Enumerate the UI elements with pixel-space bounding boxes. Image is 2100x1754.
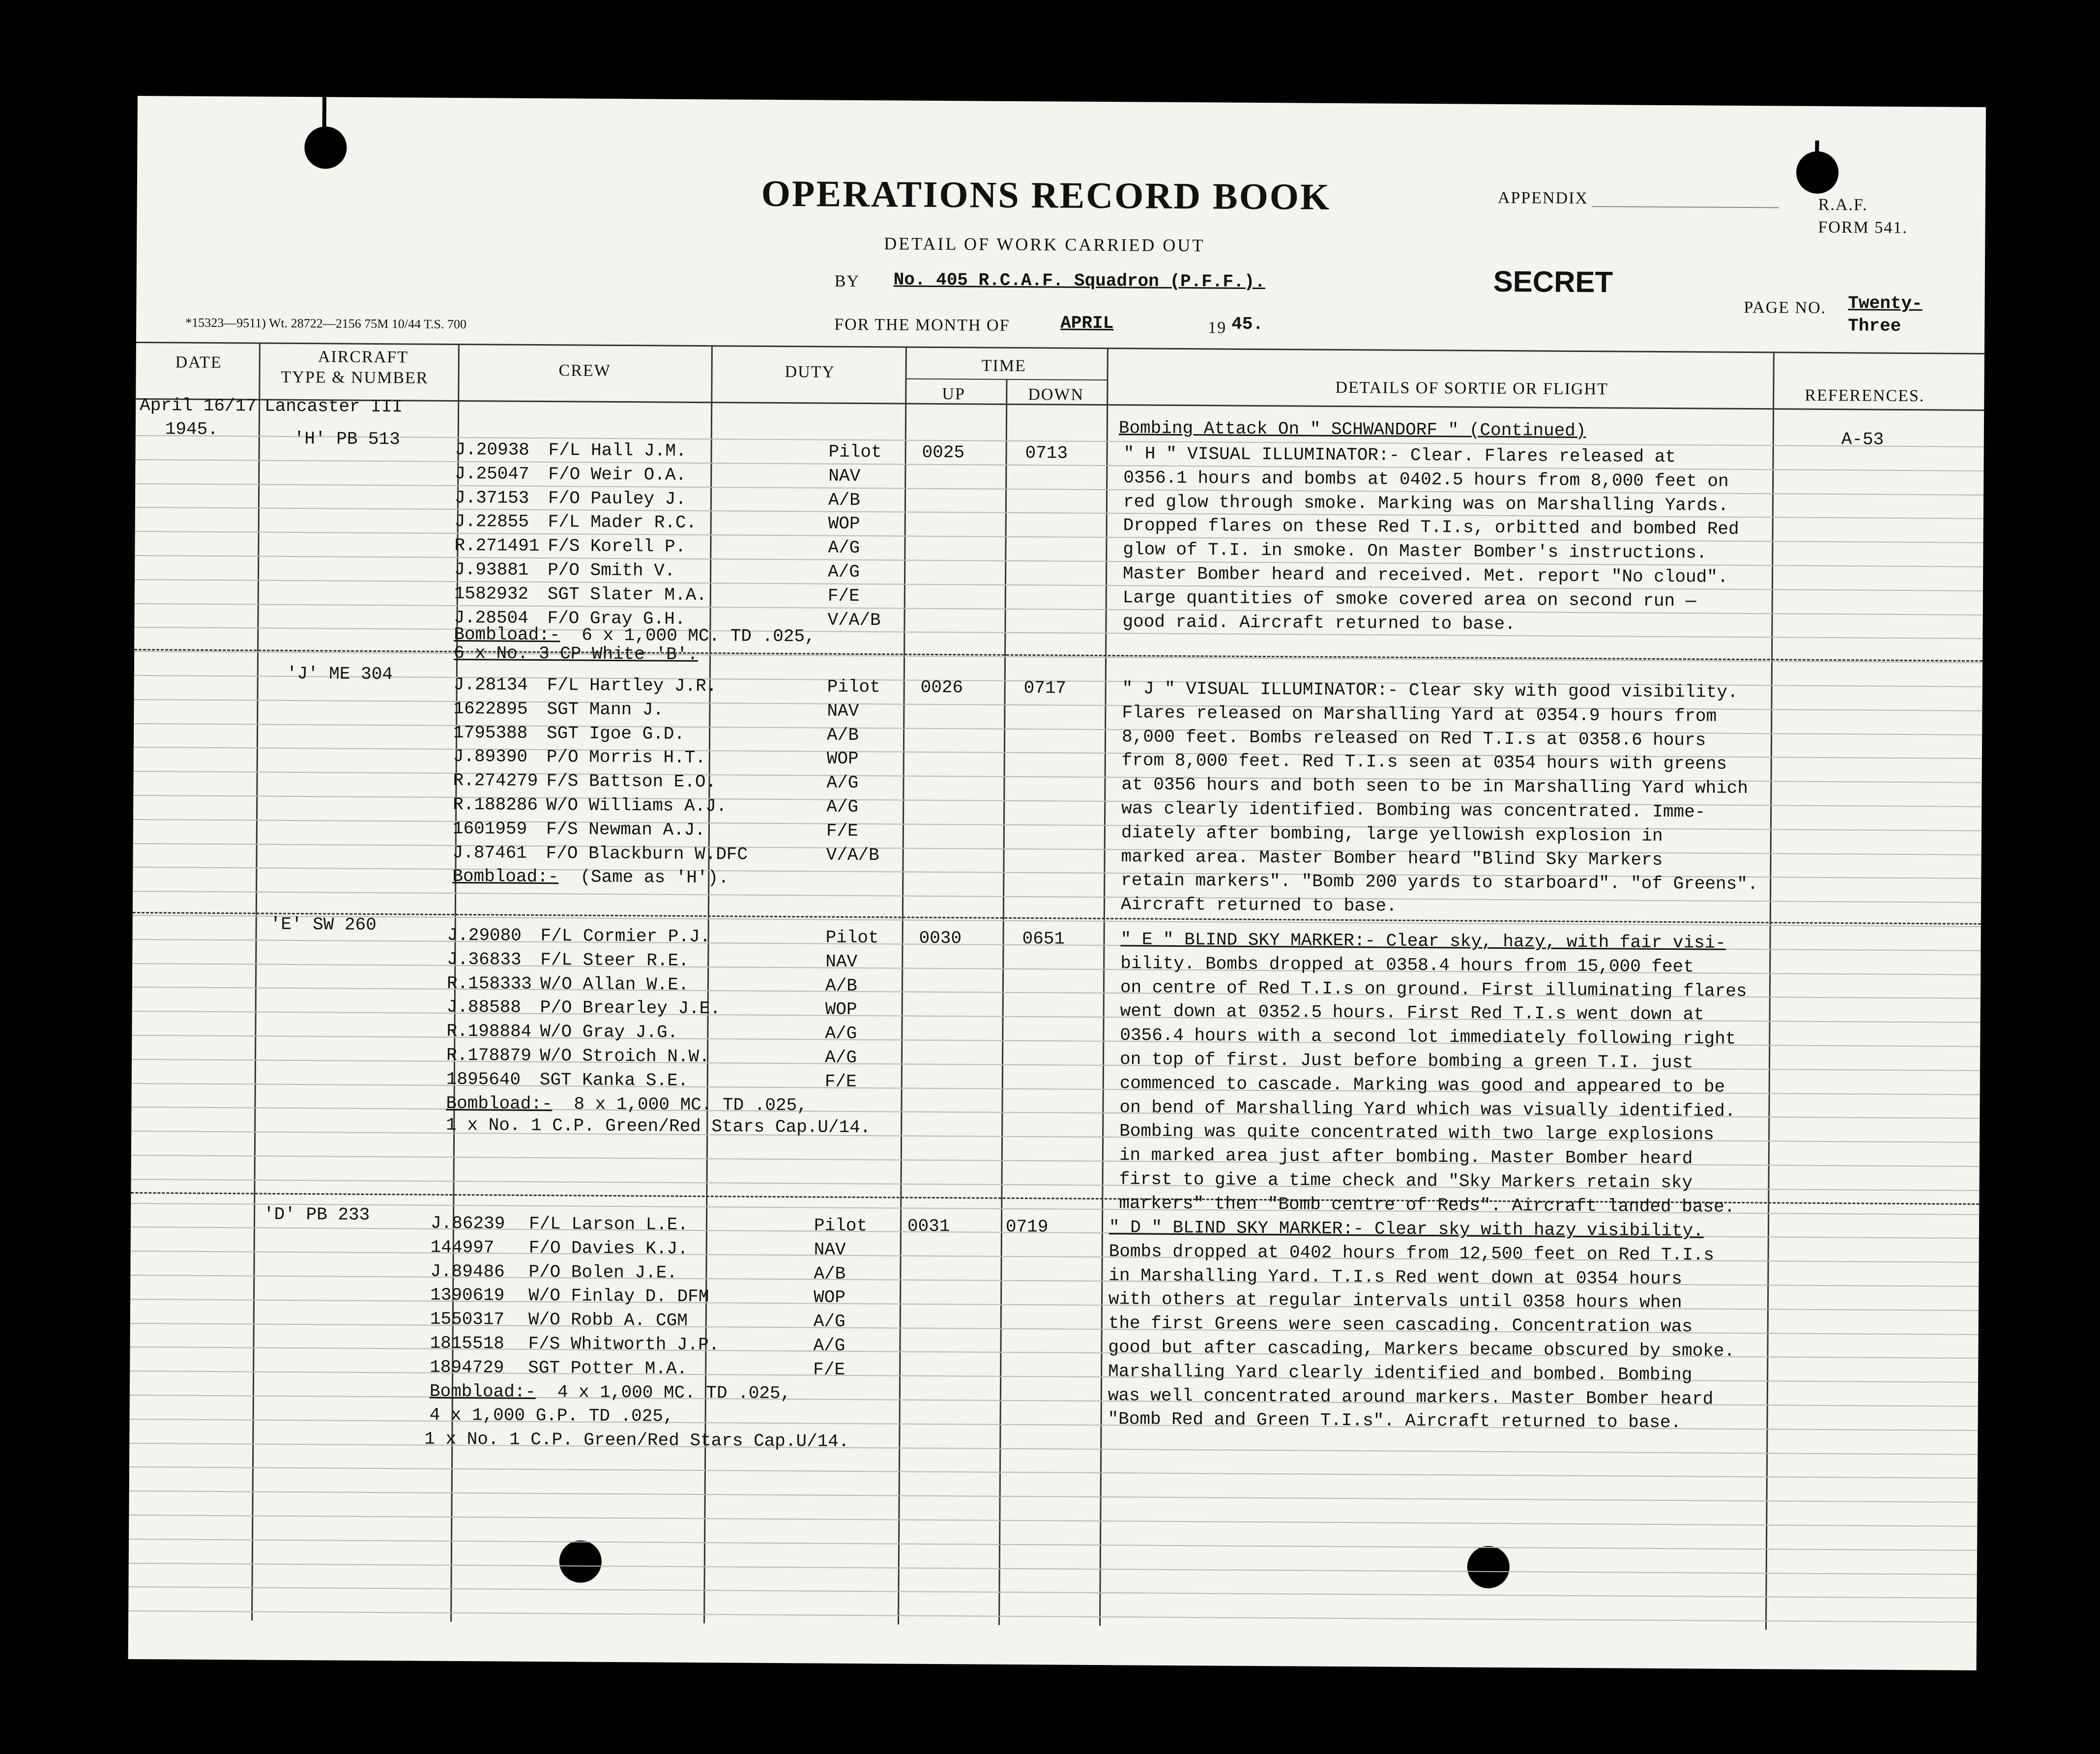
crew-duty: F/E	[813, 1359, 846, 1380]
crew-duty: A/B	[826, 725, 859, 745]
raf-label: R.A.F.	[1818, 195, 1868, 214]
crew-name: SGT Mann J.	[547, 699, 664, 720]
ruled-line	[132, 1059, 1980, 1071]
crew-name: F/S Battson E.O.	[546, 771, 717, 792]
crew-number: R.158333	[446, 973, 532, 994]
crew-name: P/O Bolen J.E.	[528, 1261, 677, 1283]
crew-number: J.29080	[447, 925, 522, 946]
sortie-separator	[134, 649, 1983, 662]
crew-number: J.89390	[453, 746, 528, 767]
details-line: on centre of Red T.I.s on ground. First illuminating flares	[1120, 977, 1747, 1002]
col-rule-1	[251, 343, 261, 1621]
details-line: glow of T.I. in smoke. On Master Bomber's instructions.	[1123, 539, 1707, 563]
page-no-value-1: Twenty-	[1848, 293, 1923, 314]
crew-name: SGT Kanka S.E.	[539, 1070, 689, 1091]
details-line: in marked area just after bombing. Master Bomber heard	[1119, 1145, 1693, 1169]
details-line: " H " VISUAL ILLUMINATOR:- Clear. Flares released at	[1123, 443, 1676, 468]
details-line: " J " VISUAL ILLUMINATOR:- Clear sky with good visibility.	[1122, 678, 1738, 702]
bombload-label: Bombload:-	[429, 1381, 536, 1402]
details-line: first to give a time check and "Sky Markers retain sky	[1119, 1169, 1693, 1193]
col-header-crew: CREW	[558, 361, 611, 380]
by-label: BY	[834, 272, 860, 291]
crew-duty: A/G	[813, 1335, 846, 1356]
crew-name: P/O Brearley J.E.	[540, 997, 721, 1019]
details-line: red glow through smoke. Marking was on Marshalling Yards.	[1123, 492, 1729, 516]
details-line: commenced to cascade. Marking was good and appeared to be	[1119, 1073, 1725, 1097]
crew-number: J.93881	[454, 559, 529, 580]
secret-stamp: SECRET	[1493, 264, 1613, 299]
crew-number: R.274279	[453, 770, 538, 791]
details-line: "Bomb Red and Green T.I.s". Aircraft returned to base.	[1108, 1409, 1682, 1433]
ruled-line	[130, 1371, 1978, 1383]
crew-duty: NAV	[828, 466, 861, 486]
ruled-line	[135, 603, 1983, 615]
ruled-line	[129, 1491, 1978, 1503]
details-line: Bombs dropped at 0402 hours from 12,500 feet on Red T.I.s	[1108, 1241, 1715, 1265]
details-line: Bombing was quite concentrated with two large explosions	[1119, 1121, 1715, 1145]
details-line: was well concentrated around markers. Master Bomber heard	[1108, 1385, 1714, 1409]
crew-name: F/O Davies K.J.	[528, 1237, 688, 1259]
aircraft-number: 'H' PB 513	[293, 428, 400, 450]
ruled-line	[131, 1155, 1980, 1167]
bombload-label: Bombload:-	[452, 866, 559, 887]
ruled-line	[128, 1610, 1977, 1623]
entry-date: April 16/17	[140, 395, 257, 416]
ruled-line	[131, 1179, 1980, 1191]
page-subtitle: DETAIL OF WORK CARRIED OUT	[884, 234, 1205, 256]
details-line: " D " BLIND SKY MARKER:- Clear sky with hazy visibility.	[1108, 1217, 1704, 1241]
time-up: 0031	[907, 1216, 950, 1237]
crew-duty: Pilot	[825, 927, 879, 948]
crew-name: F/L Hall J.M.	[548, 440, 687, 461]
crew-number: 1894729	[430, 1357, 504, 1378]
bombload-line: 6 x No. 3 CP White 'B'.	[453, 643, 699, 665]
crew-name: F/S Whitworth J.P.	[528, 1333, 720, 1355]
crew-name: F/L Cormier P.J.	[540, 926, 711, 947]
crew-name: W/O Stroich N.W.	[539, 1046, 710, 1067]
details-line: good but after cascading, Markers became obscured by smoke.	[1108, 1337, 1735, 1361]
page-title: OPERATIONS RECORD BOOK	[761, 173, 1331, 218]
year-prefix: 19	[1208, 319, 1227, 337]
ruled-line	[129, 1563, 1977, 1575]
crew-number: 1582932	[454, 583, 529, 604]
crew-number: R.198884	[446, 1021, 532, 1042]
ruled-line	[129, 1515, 1977, 1527]
details-line: with others at regular intervals until 0358 hours when	[1108, 1289, 1682, 1313]
bombload-line: 4 x 1,000 MC. TD .025,	[557, 1382, 791, 1404]
crew-number: 1622895	[453, 698, 528, 719]
crew-name: SGT Slater M.A.	[547, 584, 707, 606]
col-rule-7	[1765, 351, 1775, 1630]
details-line: was clearly identified. Bombing was concentrated. Imme-	[1121, 798, 1706, 822]
crew-number: J.25047	[455, 463, 529, 484]
aircraft-number: 'J' ME 304	[286, 663, 393, 685]
crew-number: J.36833	[447, 949, 522, 970]
table-top-rule	[136, 342, 1984, 354]
col-header-details: DETAILS OF SORTIE OR FLIGHT	[1335, 378, 1608, 399]
details-line: at 0356 hours and both seen to be in Marshalling Yard which	[1121, 774, 1749, 799]
crew-duty: F/E	[826, 820, 858, 841]
details-line: marked area. Master Bomber heard "Blind Sky Markers	[1121, 847, 1663, 870]
year-value: 45.	[1231, 314, 1264, 334]
crew-duty: A/G	[828, 537, 860, 558]
col-rule-6	[1099, 348, 1108, 1626]
bombload-line: (Same as 'H').	[580, 867, 729, 888]
crew-name: P/O Morris H.T.	[546, 747, 706, 768]
crew-duty: WOP	[813, 1287, 846, 1308]
crew-number: 1815518	[430, 1333, 504, 1354]
time-up: 0025	[922, 442, 965, 463]
aircraft-number: 'D' PB 233	[263, 1204, 370, 1225]
details-line: retain markers". "Bomb 200 yards to starboard". "of Greens".	[1121, 870, 1758, 895]
details-line: good raid. Aircraft returned to base.	[1122, 612, 1516, 635]
ruled-line	[128, 1586, 1977, 1599]
crew-number: J.22855	[454, 511, 529, 532]
crew-number: J.87461	[452, 842, 527, 863]
time-down: 0719	[1005, 1216, 1049, 1237]
crew-name: F/O Gray G.H.	[547, 608, 686, 629]
appendix-line	[1592, 206, 1779, 208]
ruled-line	[133, 843, 1982, 855]
binder-tag-left	[322, 97, 326, 136]
bombload-line: 4 x 1,000 G.P. TD .025,	[429, 1404, 674, 1427]
col-header-time: TIME	[981, 356, 1026, 376]
crew-name: F/L Steer R.E.	[540, 950, 689, 971]
time-up: 0030	[919, 928, 962, 949]
bombload-line: 1 x No. 1 C.P. Green/Red Stars Cap.U/14.	[424, 1429, 849, 1452]
crew-number: J.89486	[430, 1261, 505, 1282]
crew-number: 1550317	[430, 1309, 505, 1330]
crew-name: F/L Hartley J.R.	[547, 675, 717, 697]
crew-duty: A/G	[826, 796, 859, 817]
page-no-label: PAGE NO.	[1744, 298, 1827, 317]
details-line: went down at 0352.5 hours. First Red T.I.s went down at	[1120, 1001, 1704, 1025]
sortie-separator	[133, 912, 1981, 925]
details-line: Flares released on Marshalling Yard at 0354.9 hours from	[1122, 702, 1717, 727]
ruled-line	[134, 627, 1983, 639]
crew-name: W/O Finlay D. DFM	[528, 1285, 709, 1307]
crew-duty: A/G	[827, 561, 860, 582]
ruled-line	[133, 915, 1981, 927]
form-sheet	[128, 96, 1986, 1670]
details-line: in Marshalling Yard. T.I.s Red went down at 0354 hours	[1108, 1265, 1683, 1289]
page-no-value-2: Three	[1848, 316, 1901, 336]
month-value: APRIL	[1060, 313, 1114, 334]
crew-duty: NAV	[814, 1239, 846, 1260]
details-line: bility. Bombs dropped at 0358.4 hours from 15,000 feet	[1120, 953, 1694, 977]
crew-duty: NAV	[827, 701, 859, 721]
month-label: FOR THE MONTH OF	[834, 315, 1010, 335]
crew-name: SGT Potter M.A.	[528, 1357, 688, 1379]
crew-number: J.86239	[430, 1213, 505, 1234]
binder-tag-right	[1815, 141, 1819, 180]
ruled-line	[129, 1539, 1977, 1551]
crew-duty: WOP	[828, 513, 860, 534]
bombload-label: Bombload:-	[454, 624, 560, 645]
details-line: on bend of Marshalling Yard which was visually identified.	[1119, 1097, 1736, 1121]
crew-number: J.20938	[455, 439, 529, 460]
crew-duty: V/A/B	[826, 845, 879, 866]
crew-name: F/O Blackburn W.DFC	[546, 843, 748, 865]
col-rule-4	[898, 347, 907, 1625]
col-header-references: REFERENCES.	[1805, 386, 1925, 406]
crew-duty: V/A/B	[827, 610, 881, 631]
col-header-duty: DUTY	[785, 363, 836, 381]
details-heading: Bombing Attack On " SCHWANDORF " (Continued)	[1118, 418, 1586, 441]
crew-number: 144997	[430, 1237, 495, 1258]
ruled-line	[130, 1299, 1979, 1311]
ruled-line	[130, 1419, 1978, 1431]
crew-name: SGT Igoe G.D.	[546, 723, 685, 744]
punch-hole-bottom-right	[1467, 1546, 1510, 1589]
form-label: FORM 541.	[1818, 218, 1908, 237]
crew-name: F/L Mader R.C.	[548, 512, 697, 533]
details-line: diately after bombing, large yellowish explosion in	[1121, 822, 1663, 846]
details-line: Master Bomber heard and received. Met. report "No cloud".	[1122, 563, 1728, 587]
crew-name: F/O Pauley J.	[548, 488, 686, 509]
aircraft-type: Lancaster III	[264, 396, 403, 417]
ruled-lines	[138, 96, 1986, 107]
ruled-line	[129, 1443, 1978, 1455]
col-header-down: DOWN	[1028, 385, 1084, 404]
crew-duty: WOP	[825, 999, 857, 1020]
crew-number: J.28504	[454, 607, 528, 628]
crew-duty: NAV	[825, 951, 858, 972]
details-line: Dropped flares on these Red T.I.s, orbitted and bombed Red	[1123, 515, 1739, 539]
ruled-line	[132, 963, 1981, 975]
crew-name: W/O Robb A. CGM	[528, 1309, 688, 1331]
bombload-label: Bombload:-	[446, 1093, 553, 1114]
crew-name: F/L Larson L.E.	[528, 1213, 689, 1235]
details-line: Marshalling Yard clearly identified and bombed. Bombing	[1108, 1361, 1692, 1385]
details-line: " E " BLIND SKY MARKER:- Clear sky, hazy, with fair visi-	[1120, 929, 1726, 953]
crew-number: R.188286	[453, 794, 538, 815]
crew-name: P/O Smith V.	[547, 560, 675, 581]
crew-duty: A/G	[825, 1023, 857, 1044]
details-line: 0356.1 hours and bombs at 0402.5 hours from 8,000 feet on	[1123, 468, 1729, 492]
crew-name: F/S Newman A.J.	[546, 819, 706, 841]
details-line: from 8,000 feet. Red T.I.s seen at 0354 hours with greens	[1121, 750, 1727, 774]
details-line: on top of first. Just before bombing a green T.I. just	[1119, 1049, 1693, 1073]
entry-year: 1945.	[165, 419, 219, 440]
bombload-line: 8 x 1,000 MC. TD .025,	[574, 1094, 808, 1116]
crew-duty: A/B	[828, 490, 860, 510]
reference-value: A-53	[1841, 429, 1884, 450]
ruled-line	[134, 651, 1983, 663]
crew-name: W/O Williams A.J.	[546, 795, 727, 817]
crew-duty: F/E	[827, 585, 860, 606]
ruled-line	[130, 1275, 1979, 1287]
details-line: the first Greens were seen cascading. Concentration was	[1108, 1313, 1693, 1337]
crew-number: J.88588	[446, 996, 522, 1018]
details-line: markers" then "Bomb centre of Reds". Aircraft landed base.	[1119, 1193, 1735, 1217]
crew-duty: A/B	[814, 1263, 846, 1284]
crew-number: R.178879	[446, 1045, 532, 1066]
crew-number: J.37153	[454, 487, 529, 508]
details-line: Large quantities of smoke covered area on second run —	[1122, 587, 1696, 612]
col-rule-5	[998, 379, 1007, 1625]
crew-duty: A/B	[825, 975, 857, 996]
crew-number: R.271491	[454, 535, 540, 556]
crew-name: F/O Weir O.A.	[548, 464, 687, 485]
col-header-up: UP	[942, 385, 965, 404]
crew-duty: Pilot	[814, 1215, 868, 1236]
details-line: 8,000 feet. Bombs released on Red T.I.s at 0358.6 hours	[1121, 727, 1706, 751]
bombload-line: 1 x No. 1 C.P. Green/Red Stars Cap.U/14.	[446, 1114, 871, 1138]
crew-number: 1601959	[452, 818, 527, 839]
crew-number: 1795388	[453, 722, 528, 743]
print-code: *15323—9511) Wt. 28722—2156 75M 10/44 T.S. 700	[185, 315, 467, 332]
crew-duty: A/G	[813, 1311, 846, 1332]
punch-hole-bottom-left	[559, 1540, 602, 1583]
appendix-label: APPENDIX	[1497, 188, 1589, 208]
time-down: 0717	[1023, 678, 1067, 699]
time-up: 0026	[920, 677, 963, 698]
crew-name: W/O Gray J.G.	[540, 1022, 678, 1043]
crew-name: W/O Allan W.E.	[540, 974, 689, 995]
crew-duty: WOP	[826, 748, 859, 769]
crew-duty: Pilot	[827, 676, 880, 698]
bombload-line: 6 x 1,000 MC. TD .025,	[582, 625, 816, 647]
col-header-aircraft: AIRCRAFT	[318, 348, 409, 367]
crew-duty: A/G	[824, 1047, 857, 1068]
details-line: Aircraft returned to base.	[1120, 894, 1397, 916]
col-header-date: DATE	[175, 353, 222, 372]
time-down: 0651	[1022, 929, 1065, 949]
aircraft-number: 'E' SW 260	[270, 914, 377, 935]
details-line: 0356.4 hours with a second lot immediately following right	[1120, 1025, 1736, 1049]
ruled-line	[129, 1466, 1978, 1479]
crew-duty: A/G	[826, 772, 859, 793]
crew-duty: Pilot	[828, 441, 882, 463]
col-header-aircraft-type: TYPE & NUMBER	[281, 368, 429, 387]
squadron-value: No. 405 R.C.A.F. Squadron (P.F.F.).	[893, 269, 1265, 292]
crew-number: J.28134	[453, 674, 528, 695]
crew-duty: F/E	[824, 1071, 857, 1092]
crew-number: 1390619	[430, 1285, 505, 1306]
time-down: 0713	[1025, 443, 1068, 464]
crew-name: F/S Korell P.	[548, 536, 686, 557]
ruled-line	[130, 1323, 1979, 1335]
crew-number: 1895640	[446, 1069, 521, 1090]
